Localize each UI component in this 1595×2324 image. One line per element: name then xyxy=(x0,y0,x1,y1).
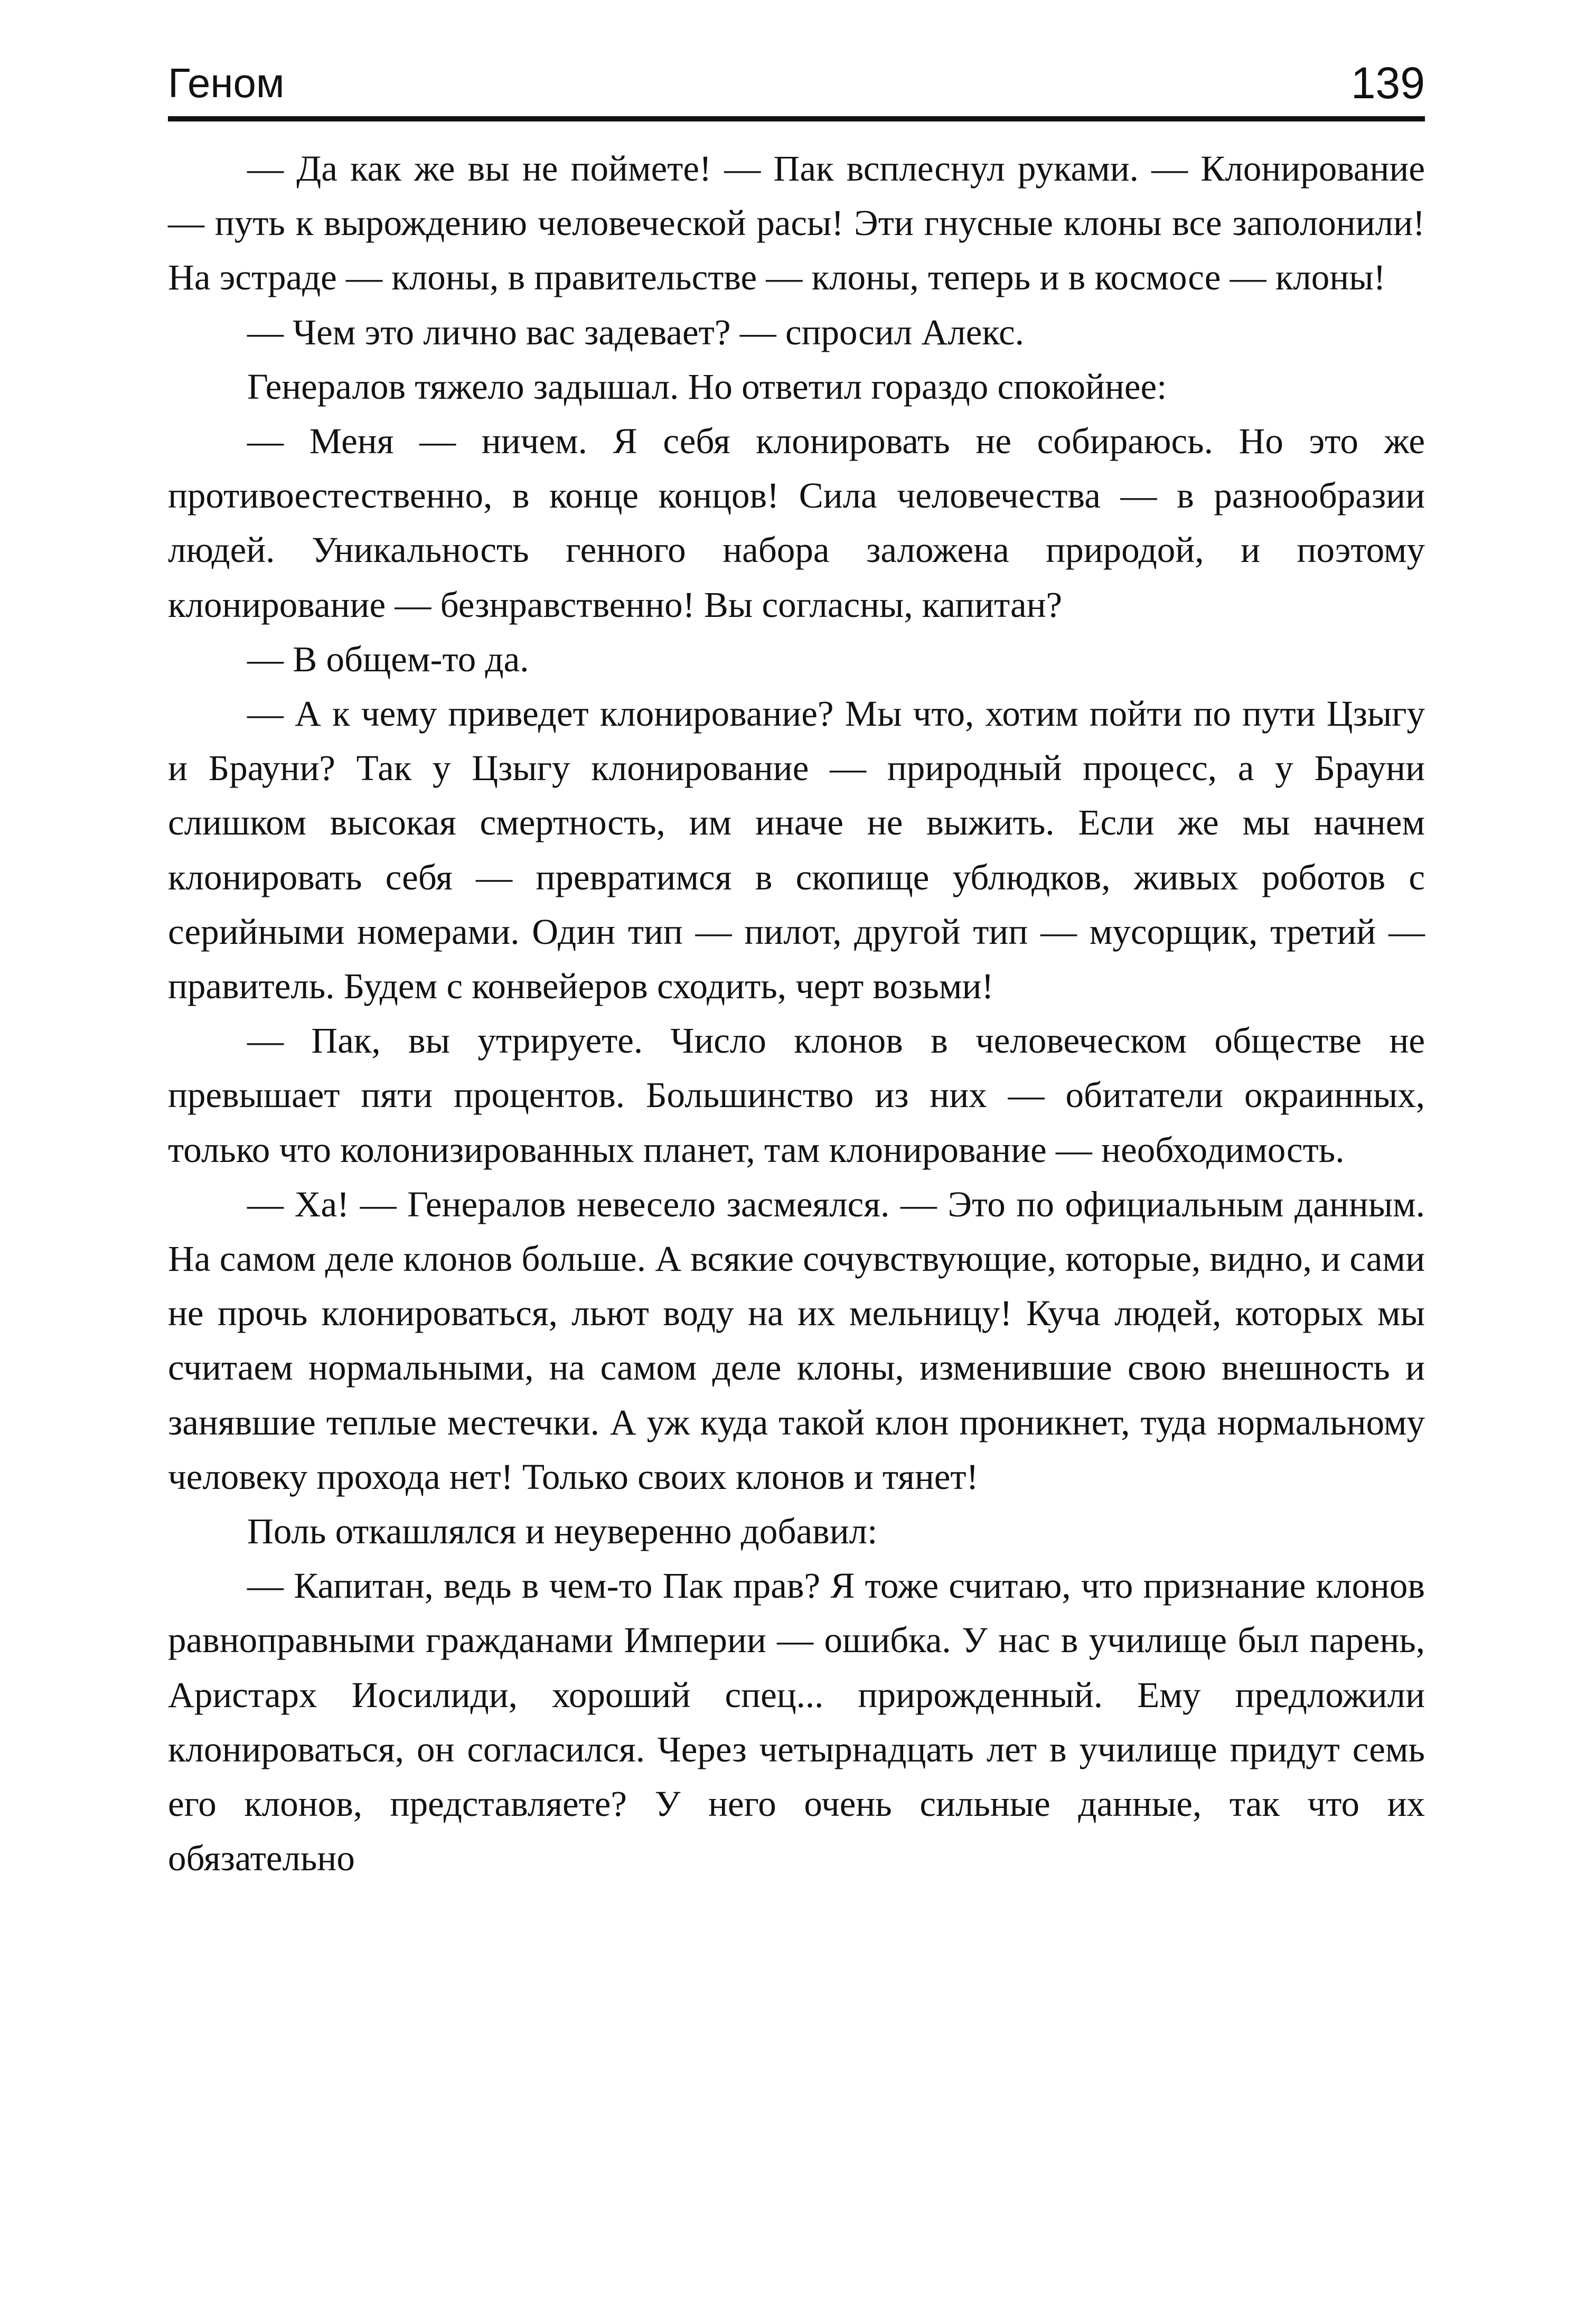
body-text xyxy=(168,142,1425,1886)
paragraph: — Ха! — Генералов невесело засмеялся. — Это по официальным данным. На самом деле клонов больше. А всякие сочувствующие, которые, видно, и сами не прочь клонироваться, льют воду на их мельницу! Куча людей, которых мы считаем нормальными, на самом деле клоны, изменившие свою внешность и занявшие теплые местечки. А уж куда такой клон проникнет, туда нормальному человеку прохода нет! Только своих клонов и тянет! xyxy=(168,1184,1425,1497)
paragraph: — А к чему приведет клонирование? Мы что, хотим пойти по пути Цзыгу и Брауни? Так у Цзыгу клонирование — природный процесс, а у Брауни слишком высокая смертность, им иначе не выжить. Если же мы начнем клонировать себя — превратимся в скопище ублюдков, живых роботов с серийными номерами. Один тип — пилот, другой тип — мусорщик, третий — правитель. Будем с конвейеров сходить, черт возьми! xyxy=(168,694,1425,1007)
paragraph: — Меня — ничем. Я себя клонировать не собираюсь. Но это же противоестественно, в конце концов! Сила человечества — в разнообразии людей. Уникальность генного набора заложена природой, и поэтому клонирование — безнравственно! Вы согласны, капитан? xyxy=(168,421,1425,625)
header-rule xyxy=(168,116,1425,121)
paragraph: — Да как же вы не поймете! — Пак всплеснул руками. — Клонирование — путь к вырождению человеческой расы! Эти гнусные клоны все заполонили! На эстраде — клоны, в правительстве — клоны, теперь и в космосе — клоны! xyxy=(168,148,1425,298)
paragraph: Поль откашлялся и неуверенно добавил: xyxy=(247,1511,878,1552)
paragraph: Генералов тяжело задышал. Но ответил гораздо спокойнее: xyxy=(247,366,1167,407)
running-title: Геном xyxy=(168,60,285,106)
paragraph: — Капитан, ведь в чем-то Пак прав? Я тоже считаю, что признание клонов равноправными гражданами Империи — ошибка. У нас в училище был парень, Аристарх Иосилиди, хороший спец... прирожденный. Ему предложили клонироваться, он согласился. Через четырнадцать лет в училище придут семь его клонов, представляете? У него очень сильные данные, так что их обязательно xyxy=(168,1566,1425,1879)
paragraph: — Пак, вы утрируете. Число клонов в человеческом обществе не превышает пяти процентов. Большинство из них — обитатели окраинных, только что колонизированных планет, там клонирование — необходимость. xyxy=(168,1020,1425,1170)
running-head xyxy=(168,49,1425,117)
page-number: 139 xyxy=(1350,58,1425,108)
paragraph: — В общем-то да. xyxy=(247,639,529,679)
paragraph: — Чем это лично вас задевает? — спросил Алекс. xyxy=(247,312,1025,352)
